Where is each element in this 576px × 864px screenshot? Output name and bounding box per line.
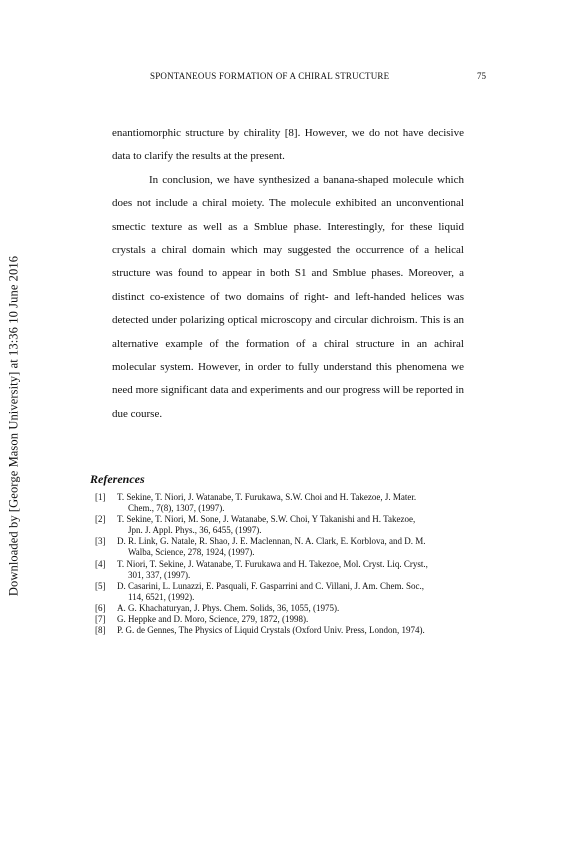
- download-watermark: [0, 0, 28, 864]
- reference-text: G. Heppke and D. Moro, Science, 279, 1872, (1998).: [117, 614, 309, 625]
- reference-text-continued: Walba, Science, 278, 1924, (1997).: [128, 547, 255, 558]
- references-heading: References: [90, 472, 145, 486]
- download-watermark-text: Downloaded by [George Mason University] at 13:36 10 June 2016: [6, 255, 21, 597]
- reference-item: [95, 492, 475, 514]
- reference-number: [4]: [95, 558, 106, 569]
- reference-item: [95, 559, 475, 581]
- reference-item: [95, 536, 475, 558]
- references-list: [95, 492, 475, 636]
- reference-text-continued: Jpn. J. Appl. Phys., 36, 6455, (1997).: [128, 525, 262, 536]
- reference-number: [5]: [95, 580, 106, 591]
- reference-item: [95, 603, 475, 614]
- reference-text-continued: 301, 337, (1997).: [128, 569, 191, 580]
- running-head: [110, 71, 490, 85]
- reference-item: [95, 514, 475, 536]
- reference-text: D. Casarini, L. Lunazzi, E. Pasquali, F. Gasparrini and C. Villani, J. Am. Chem. Soc.,: [117, 580, 425, 591]
- reference-item: [95, 614, 475, 625]
- reference-number: [7]: [95, 614, 106, 625]
- reference-item: [95, 581, 475, 603]
- reference-text-continued: 114, 6521, (1992).: [128, 591, 195, 602]
- reference-text: T. Sekine, T. Niori, M. Sone, J. Watanabe, S.W. Choi, Y Takanishi and H. Takezoe,: [117, 514, 416, 525]
- reference-text: T. Niori, T. Sekine, J. Watanabe, T. Furukawa and H. Takezoe, Mol. Cryst. Liq. Cryst.,: [117, 558, 428, 569]
- reference-number: [3]: [95, 536, 106, 547]
- reference-number: [6]: [95, 602, 106, 613]
- reference-text: P. G. de Gennes, The Physics of Liquid Crystals (Oxford Univ. Press, London, 1974).: [117, 625, 425, 636]
- reference-number: [2]: [95, 514, 106, 525]
- reference-number: [1]: [95, 492, 106, 502]
- reference-text-continued: Chem., 7(8), 1307, (1997).: [128, 503, 225, 514]
- page-number: 75: [477, 71, 486, 81]
- reference-number: [8]: [95, 625, 106, 636]
- paragraph: In conclusion, we have synthesized a banana-shaped molecule which does not include a chiral moiety. The molecule exhibited an unconventional smectic texture as well as a Smblue phase. Interestingly, for these liquid crystals a chiral domain which may suggested the occurrence of a helical structure was found to appear in both S1 and Smblue phases. Moreover, a distinct co-existence of two domains of right- and left-handed helices was detected under polarizing optical microscopy and circular dichroism. This is an alternative example of the formation of a chiral structure in an achiral molecular system. However, in order to fully understand this phenomena we need more significant data and experiments and our progress will be reported in due course.: [112, 173, 464, 420]
- running-head-title: SPONTANEOUS FORMATION OF A CHIRAL STRUCTURE: [150, 71, 390, 81]
- paragraph: enantiomorphic structure by chirality [8]. However, we do not have decisive data to clarify the results at the present.: [112, 127, 464, 163]
- reference-text: A. G. Khachaturyan, J. Phys. Chem. Solids, 36, 1055, (1975).: [117, 602, 340, 613]
- reference-text: T. Sekine, T. Niori, J. Watanabe, T. Furukawa, S.W. Choi and H. Takezoe, J. Mater.: [117, 492, 417, 502]
- reference-item: [95, 625, 475, 636]
- reference-text: D. R. Link, G. Natale, R. Shao, J. E. Maclennan, N. A. Clark, E. Korblova, and D. M.: [117, 536, 426, 547]
- body-text: [112, 122, 464, 426]
